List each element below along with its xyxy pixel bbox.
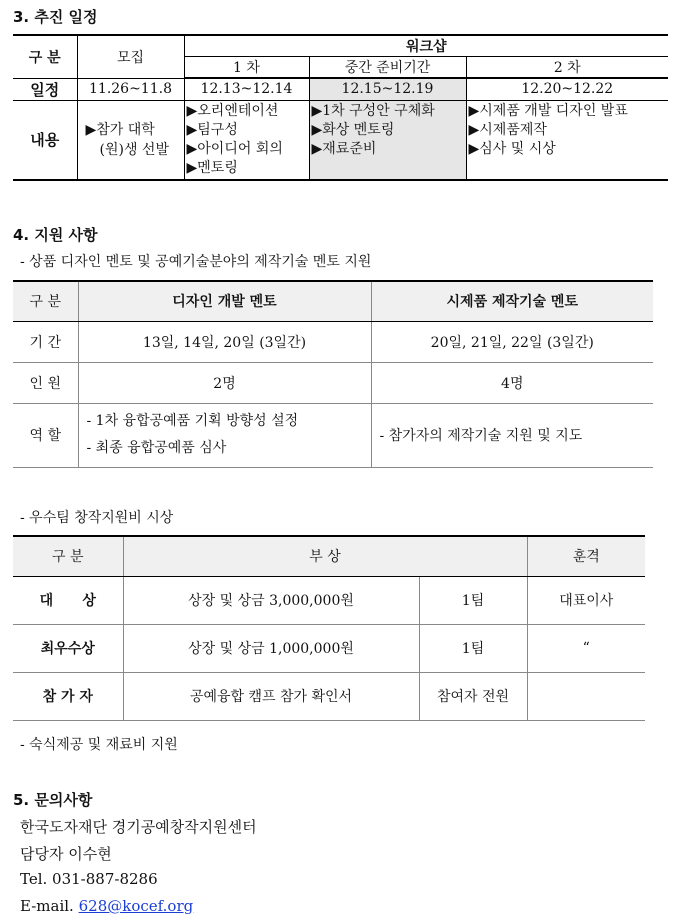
award-row-count: 1팀 xyxy=(419,576,527,624)
schedule-table xyxy=(13,34,668,181)
award-row-count: 1팀 xyxy=(419,624,527,672)
schedule-header-second: 2 차 xyxy=(466,57,668,79)
award-row-label: 참 가 자 xyxy=(13,672,123,720)
award-row xyxy=(13,576,645,624)
contact-tel: Tel. 031-887-8286 xyxy=(20,870,158,888)
content-recruit-line: (원)생 선발 xyxy=(99,141,169,158)
award-header-category: 구 분 xyxy=(13,536,123,576)
award-row-label: 최우수상 xyxy=(13,624,123,672)
award-table xyxy=(13,535,645,721)
award-row-citation xyxy=(527,672,645,720)
schedule-header-workshop: 워크샵 xyxy=(184,35,668,57)
contact-email-link[interactable]: 628@kocef.org xyxy=(78,897,194,915)
section-5-title: 5. 문의사항 xyxy=(13,791,93,809)
mentor-period-tech: 20일, 21일, 22일 (3일간) xyxy=(371,321,653,362)
mentor-role-design-line: - 1차 융합공예품 기획 방향성 설정 xyxy=(86,413,299,429)
schedule-header-mid: 중간 준비기간 xyxy=(309,57,466,79)
content-second-line: ▶시제품제작 xyxy=(468,121,547,138)
schedule-header-category: 구 분 xyxy=(13,35,77,78)
mentor-row-people-label: 인 원 xyxy=(13,362,78,403)
award-header-prize: 부 상 xyxy=(123,536,527,576)
mentor-role-design xyxy=(78,403,371,467)
contact-manager: 담당자 이수현 xyxy=(20,845,112,863)
mentor-people-design: 2명 xyxy=(78,362,371,403)
content-mid-line: ▶재료준비 xyxy=(311,140,377,157)
section-4-subtitle: - 상품 디자인 멘토 및 공예기술분야의 제작기술 멘토 지원 xyxy=(20,254,372,270)
mentor-people-tech: 4명 xyxy=(371,362,653,403)
content-mid-line: ▶1차 구성안 구체화 xyxy=(311,102,435,119)
content-recruit xyxy=(77,100,184,180)
award-row-prize: 상장 및 상금 1,000,000원 xyxy=(123,624,419,672)
mentor-role-design-line: - 최종 융합공예품 심사 xyxy=(86,440,227,456)
section-3-title: 3. 추진 일정 xyxy=(13,8,98,26)
contact-email-label: E-mail. xyxy=(20,897,74,915)
content-first-line: ▶멘토링 xyxy=(186,159,238,176)
mentor-row-role-label: 역 할 xyxy=(13,403,78,467)
content-first-line: ▶아이디어 회의 xyxy=(186,140,283,157)
content-mid xyxy=(309,100,466,180)
award-header-citation: 훈격 xyxy=(527,536,645,576)
mentor-header-category: 구 분 xyxy=(13,281,78,321)
support-note: - 숙식제공 및 재료비 지원 xyxy=(20,737,178,753)
content-first-line: ▶팀구성 xyxy=(186,121,238,138)
award-row xyxy=(13,624,645,672)
schedule-header-first: 1 차 xyxy=(184,57,309,79)
content-second-line: ▶시제품 개발 디자인 발표 xyxy=(468,102,628,119)
mentor-row-period-label: 기 간 xyxy=(13,321,78,362)
contact-email-row xyxy=(20,897,193,915)
award-subtitle: - 우수팀 창작지원비 시상 xyxy=(20,510,174,526)
award-row-citation: 대표이사 xyxy=(527,576,645,624)
award-row xyxy=(13,672,645,720)
content-first-line: ▶오리엔테이션 xyxy=(186,102,279,119)
content-second xyxy=(466,100,668,180)
contact-org: 한국도자재단 경기공예창작지원센터 xyxy=(20,818,257,836)
section-4-title: 4. 지원 사항 xyxy=(13,226,98,244)
schedule-row-label: 일정 xyxy=(13,78,77,100)
content-row-label: 내용 xyxy=(13,100,77,180)
schedule-first-date: 12.13~12.14 xyxy=(184,78,309,100)
mentor-period-design: 13일, 14일, 20일 (3일간) xyxy=(78,321,371,362)
content-mid-line: ▶화상 멘토링 xyxy=(311,121,395,138)
award-row-count: 참여자 전원 xyxy=(419,672,527,720)
schedule-second-date: 12.20~12.22 xyxy=(466,78,668,100)
mentor-role-tech: - 참가자의 제작기술 지원 및 지도 xyxy=(371,403,653,467)
schedule-recruit-date: 11.26~11.8 xyxy=(77,78,184,100)
mentor-table xyxy=(13,280,653,468)
schedule-mid-date: 12.15~12.19 xyxy=(309,78,466,100)
schedule-header-recruit: 모집 xyxy=(77,35,184,78)
award-row-prize: 공예융합 캠프 참가 확인서 xyxy=(123,672,419,720)
mentor-header-design: 디자인 개발 멘토 xyxy=(78,281,371,321)
award-row-citation: “ xyxy=(527,624,645,672)
content-recruit-line: ▶참가 대학 xyxy=(85,121,155,138)
content-second-line: ▶심사 및 시상 xyxy=(468,140,556,157)
mentor-header-tech: 시제품 제작기술 멘토 xyxy=(371,281,653,321)
award-row-prize: 상장 및 상금 3,000,000원 xyxy=(123,576,419,624)
award-row-label: 대 상 xyxy=(13,576,123,624)
content-first xyxy=(184,100,309,180)
